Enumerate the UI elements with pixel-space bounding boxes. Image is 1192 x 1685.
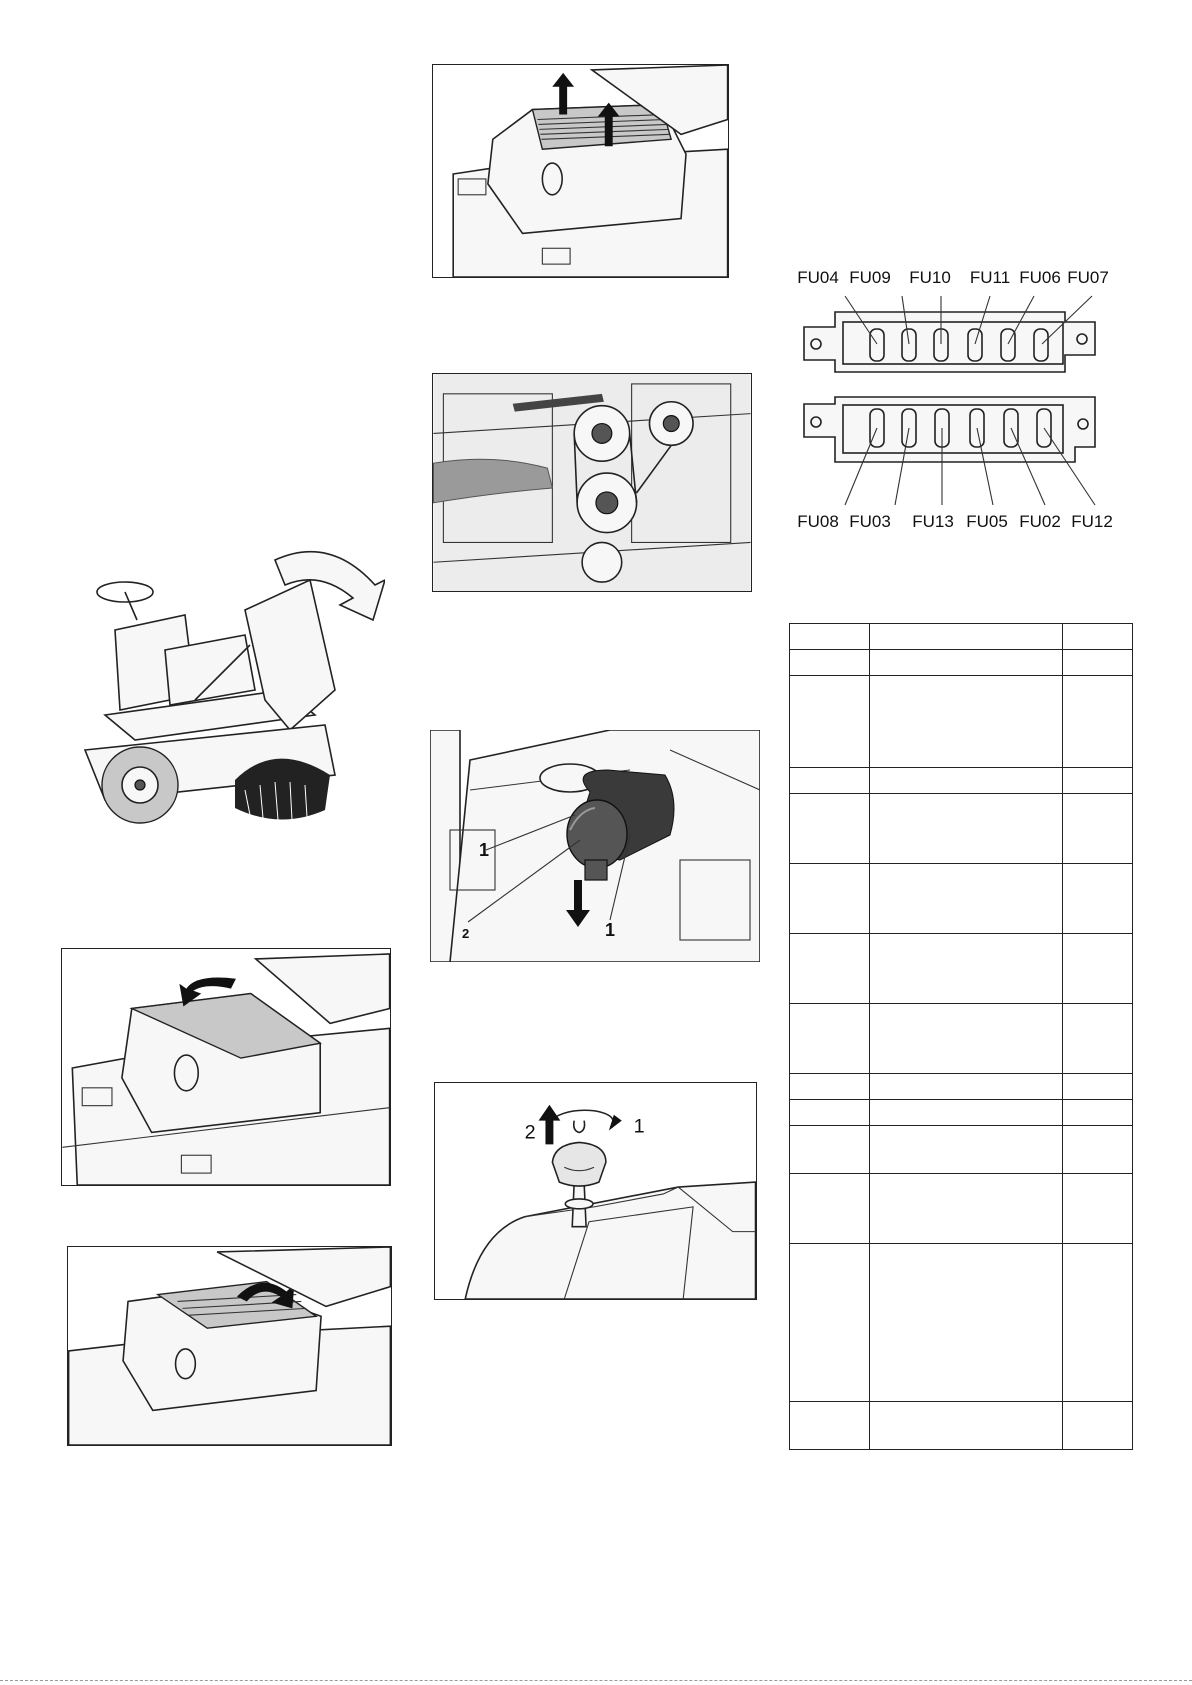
figure-hood-cover (61, 948, 391, 1186)
callout-1a: 1 (479, 840, 490, 860)
table-cell (1063, 864, 1133, 934)
table-cell (870, 768, 1063, 794)
filter-flap-illustration (68, 1247, 391, 1445)
fuse-label-fu06: FU06 (1019, 268, 1061, 287)
table-cell (790, 1244, 870, 1402)
table-cell (790, 864, 870, 934)
table-cell (1063, 1004, 1133, 1074)
table-cell (790, 794, 870, 864)
table-row (790, 794, 1133, 864)
table-cell (870, 1174, 1063, 1244)
hood-cover-illustration (62, 949, 390, 1185)
table-cell (1063, 1074, 1133, 1100)
table-cell (870, 650, 1063, 676)
table-cell (1063, 768, 1133, 794)
fuse-label-fu05: FU05 (966, 512, 1008, 531)
table-cell (870, 794, 1063, 864)
table-cell (1063, 934, 1133, 1004)
table-cell (1063, 794, 1133, 864)
table-row (790, 1244, 1133, 1402)
table-cell (790, 1100, 870, 1126)
table-cell (870, 1244, 1063, 1402)
callout-cap-1: 1 (633, 1115, 645, 1138)
filter-lift-illustration (433, 65, 728, 277)
callout-cap-2: 2 (524, 1121, 536, 1144)
fuse-label-fu04: FU04 (797, 268, 839, 287)
table-row (790, 1074, 1133, 1100)
table-row (790, 676, 1133, 768)
table-cell (870, 1100, 1063, 1126)
table-cell (870, 1402, 1063, 1450)
figure-engine-belt (432, 373, 752, 592)
table-cell (870, 1004, 1063, 1074)
table-cell (790, 676, 870, 768)
table-cell (1063, 1100, 1133, 1126)
table-cell (790, 650, 870, 676)
table-cell (870, 934, 1063, 1004)
figure-filter-flap (67, 1246, 392, 1446)
fuse-label-fu10: FU10 (909, 268, 951, 287)
table-cell (1063, 1174, 1133, 1244)
table-row (790, 1004, 1133, 1074)
fuse-label-fu08: FU08 (797, 512, 839, 531)
air-filter-housing-illustration (430, 730, 760, 962)
fuse-label-fu12: FU12 (1071, 512, 1113, 531)
table-cell (790, 1074, 870, 1100)
page-bottom-rule (0, 1680, 1192, 1681)
fuse-box-diagram (790, 262, 1120, 537)
table-cell (790, 768, 870, 794)
figure-air-filter-housing (430, 730, 760, 962)
figure-dust-cap (434, 1082, 757, 1300)
table-cell (1063, 676, 1133, 768)
table-row (790, 864, 1133, 934)
table-cell (870, 624, 1063, 650)
figure-machine-hood-open (75, 540, 385, 850)
engine-belt-illustration (433, 374, 751, 591)
fuse-table-body (790, 624, 1133, 1450)
fuse-label-fu09: FU09 (849, 268, 891, 287)
fuse-label-fu02: FU02 (1019, 512, 1061, 531)
table-cell (870, 1126, 1063, 1174)
figure-filter-lift (432, 64, 729, 278)
table-cell (790, 1004, 870, 1074)
table-cell (870, 676, 1063, 768)
table-cell (1063, 624, 1133, 650)
table-cell (790, 1174, 870, 1244)
table-cell (1063, 1126, 1133, 1174)
table-row (790, 768, 1133, 794)
table-cell (790, 624, 870, 650)
table-row (790, 934, 1133, 1004)
table-row (790, 1126, 1133, 1174)
table-cell (1063, 1244, 1133, 1402)
callout-2: 2 (462, 926, 470, 941)
table-row (790, 624, 1133, 650)
callout-1b: 1 (605, 920, 616, 940)
table-cell (790, 934, 870, 1004)
fuse-label-fu07: FU07 (1067, 268, 1109, 287)
table-row (790, 1174, 1133, 1244)
table-cell (790, 1402, 870, 1450)
machine-hood-open-illustration (75, 540, 385, 850)
table-row (790, 650, 1133, 676)
fuse-label-fu13: FU13 (912, 512, 954, 531)
table-row (790, 1402, 1133, 1450)
fuse-label-fu11: FU11 (969, 268, 1011, 287)
table-cell (870, 1074, 1063, 1100)
fuse-label-fu03: FU03 (849, 512, 891, 531)
table-row (790, 1100, 1133, 1126)
table-cell (870, 864, 1063, 934)
table-cell (1063, 650, 1133, 676)
fuse-table (789, 623, 1133, 1450)
table-cell (1063, 1402, 1133, 1450)
fuse-box-illustration (790, 262, 1120, 537)
dust-cap-illustration (435, 1083, 756, 1299)
table-cell (790, 1126, 870, 1174)
